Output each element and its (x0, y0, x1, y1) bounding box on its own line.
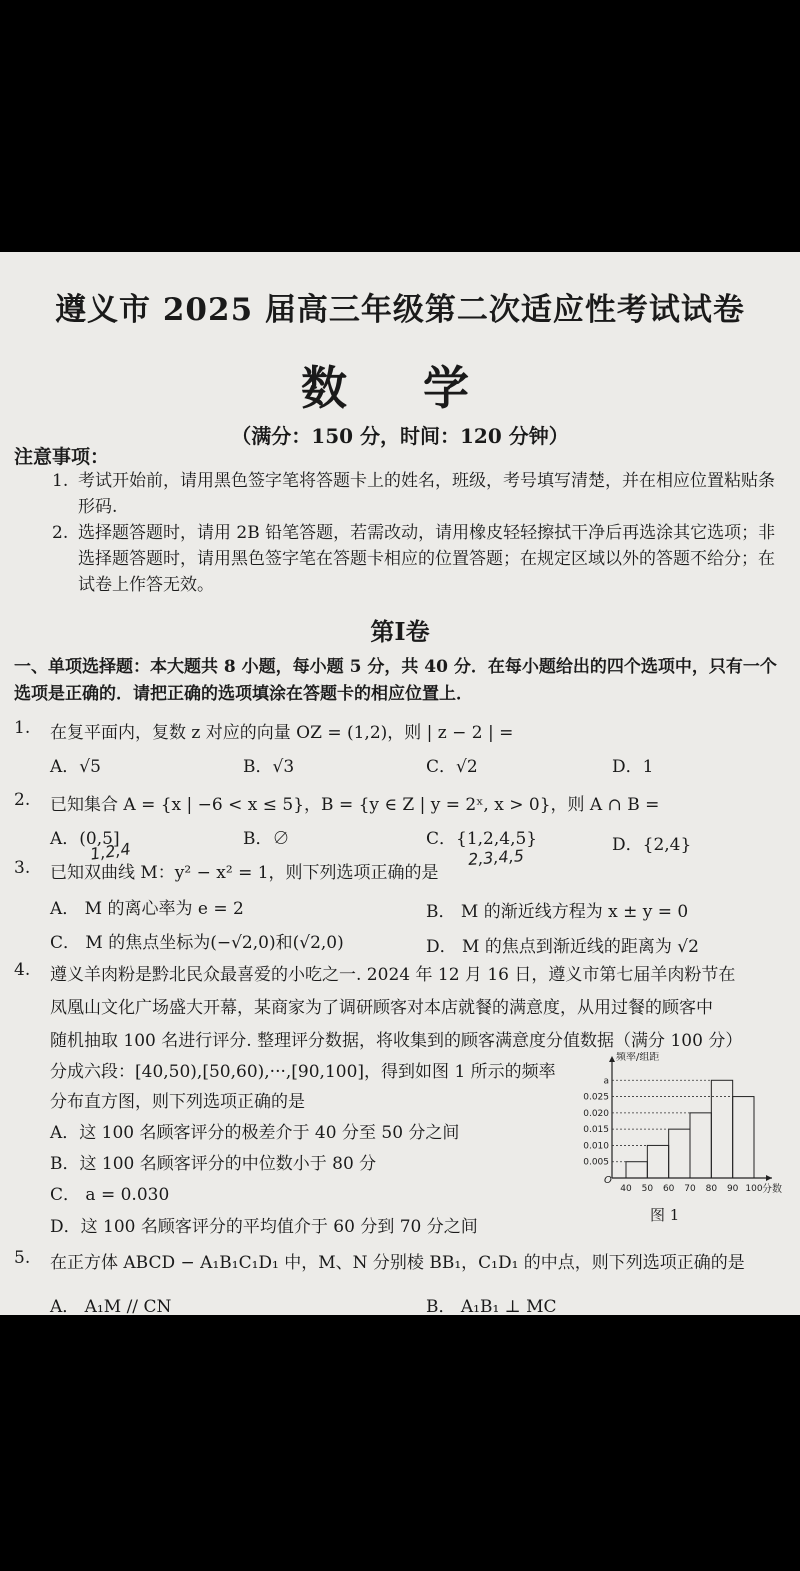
q1-option-b: B．√3 (243, 757, 295, 777)
q2-option-b: B．∅ (243, 829, 290, 849)
q5-number: 5. (14, 1248, 31, 1268)
q4-stem-line: 凤凰山文化广场盛大开幕，某商家为了调研顾客对本店就餐的满意度，从用过餐的顾客中 (50, 998, 713, 1018)
note-item (52, 468, 787, 520)
note-text: 考试开始前，请用黑色签字笔将答题卡上的姓名，班级，考号填写清楚，并在相应位置粘贴条形码. (78, 471, 775, 517)
y-tick-label: 0.025 (583, 1092, 609, 1103)
q3-option-b: B． M 的渐近线方程为 x ± y = 0 (426, 902, 689, 922)
x-axis-label: 分数 (762, 1184, 782, 1195)
q1-option-a: A．√5 (50, 757, 101, 777)
histogram-bar (733, 1097, 754, 1178)
exam-paper (0, 252, 800, 1315)
note-number: 1. (52, 471, 69, 491)
q3-stem: 已知双曲线 M：y² − x² = 1，则下列选项正确的是 (50, 863, 439, 883)
q4-option-b: B．这 100 名顾客评分的中位数小于 80 分 (50, 1154, 377, 1174)
x-tick-label: 80 (705, 1184, 718, 1194)
y-tick-label: a (603, 1076, 609, 1087)
q4-option-c: C． a = 0.030 (50, 1185, 170, 1205)
note-text: 选择题答题时，请用 2B 铅笔答题，若需改动，请用橡皮轻轻擦拭干净后再选涂其它选项；非选择题答题时，请用黑色签字笔在答题卡相应的位置答题；在规定区域以外的答题不给分；在试卷上作答无效。 (78, 523, 776, 595)
q2-stem: 已知集合 A = {x | −6 < x ≤ 5}，B = {y ∈ Z | y = 2ˣ, x > 0}，则 A ∩ B = (50, 795, 660, 815)
q4-option-d: D．这 100 名顾客评分的平均值介于 60 分到 70 分之间 (50, 1217, 478, 1237)
frequency-histogram (572, 1052, 782, 1212)
x-axis-arrow (766, 1175, 772, 1181)
histogram-bar (669, 1129, 690, 1178)
note-number: 2. (52, 523, 69, 543)
notes-heading: 注意事项： (14, 446, 110, 468)
q4-stem-line: 分布直方图，则下列选项正确的是 (50, 1092, 305, 1112)
section-title: 第Ⅰ卷 (370, 617, 430, 646)
y-axis-arrow (609, 1056, 615, 1062)
y-axis-label: 频率/组距 (616, 1052, 660, 1063)
handwritten-note: 1,2,4 (88, 839, 132, 864)
y-tick-label: 0.010 (583, 1141, 609, 1152)
y-tick-label: 0.020 (583, 1108, 609, 1119)
q4-option-a: A．这 100 名顾客评分的极差介于 40 分至 50 分之间 (50, 1123, 460, 1143)
x-tick-label: 60 (662, 1184, 675, 1194)
part-one-instructions: 一、单项选择题：本大题共 8 小题，每小题 5 分，共 40 分．在每小题给出的四个选项中，只有一个选项是正确的．请把正确的选项填涂在答题卡的相应位置上． (14, 657, 777, 704)
q3-option-d: D． M 的焦点到渐近线的距离为 √2 (426, 937, 699, 957)
q1-stem: 在复平面内，复数 z 对应的向量 OZ = (1,2)，则 | z − 2 | = (50, 723, 514, 743)
q4-stem-line: 遵义羊肉粉是黔北民众最喜爱的小吃之一. 2024 年 12 月 16 日，遵义市第七届羊肉粉节在 (50, 965, 736, 985)
q5-option-b: B． A₁B₁ ⊥ MC (426, 1297, 557, 1315)
score-time: （满分：150 分，时间：120 分钟） (231, 424, 569, 448)
x-tick-label: 100 (745, 1184, 763, 1194)
note-item (52, 520, 787, 598)
x-tick-label: 40 (620, 1184, 632, 1194)
q1-option-d: D．1 (612, 757, 654, 777)
q2-option-c: C．{1,2,4,5} (426, 829, 538, 849)
q4-stem-line: 分成六段：[40,50),[50,60),···,[90,100]，得到如图 1 所示的频率 (50, 1062, 556, 1082)
q4-number: 4. (14, 960, 31, 980)
histogram-bar (626, 1162, 647, 1178)
q5-option-a: A． A₁M // CN (50, 1297, 172, 1315)
y-tick-label: 0.005 (583, 1157, 609, 1168)
q3-option-a: A． M 的离心率为 e = 2 (50, 899, 244, 919)
q2-option-d: D．{2,4} (612, 835, 692, 855)
x-tick-label: 70 (684, 1184, 696, 1194)
histogram-bar (690, 1113, 711, 1178)
q5-stem: 在正方体 ABCD − A₁B₁C₁D₁ 中，M、N 分别棱 BB₁，C₁D₁ 的中点，则下列选项正确的是 (50, 1253, 745, 1273)
q2-option-a: A．(0,5] (50, 829, 120, 849)
exam-title: 遵义市 2025 届高三年级第二次适应性考试试卷 (55, 292, 745, 328)
x-tick-label: 50 (641, 1184, 654, 1194)
subject-title: 数 学 (300, 361, 499, 415)
q1-option-c: C．√2 (426, 757, 478, 777)
q3-number: 3. (14, 858, 31, 878)
figure-caption: 图 1 (650, 1206, 680, 1224)
q4-stem-line: 随机抽取 100 名进行评分. 整理评分数据，将收集到的顾客满意度分值数据（满分 100 分） (50, 1031, 743, 1051)
q1-number: 1. (14, 718, 31, 738)
handwritten-note: 2,3,4,5 (467, 846, 525, 869)
origin-label: O (604, 1175, 612, 1186)
x-tick-label: 90 (726, 1184, 739, 1194)
q2-number: 2. (14, 790, 31, 810)
histogram-bar (711, 1080, 732, 1178)
histogram-bar (647, 1145, 668, 1178)
q3-option-c: C． M 的焦点坐标为(−√2,0)和(√2,0) (50, 933, 344, 953)
y-tick-label: 0.015 (583, 1125, 609, 1136)
